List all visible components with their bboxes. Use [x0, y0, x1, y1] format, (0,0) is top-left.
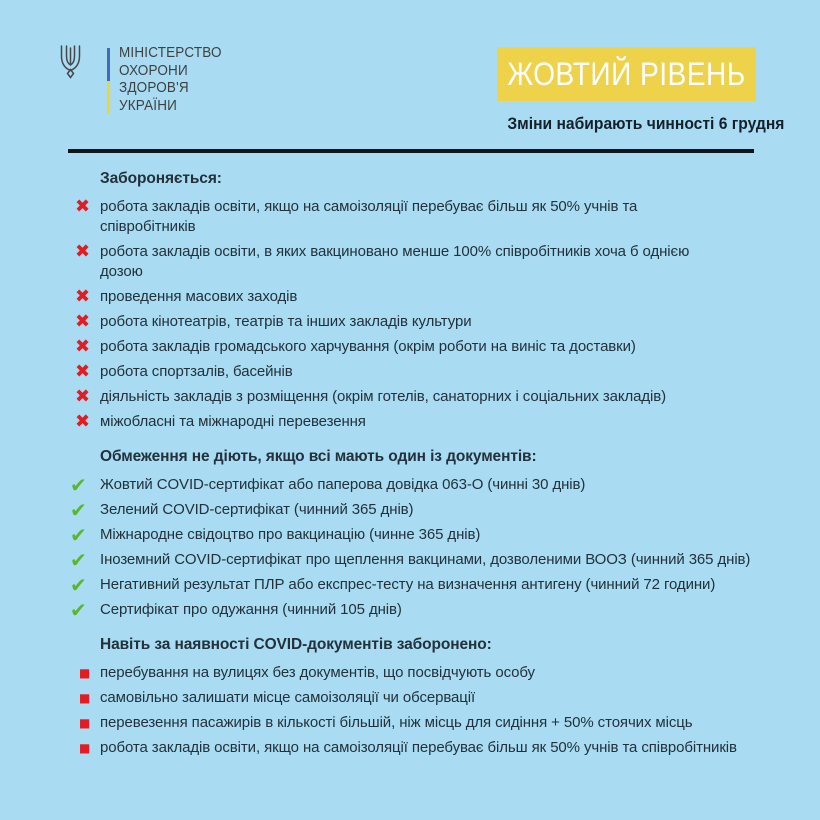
ministry-logo [57, 42, 233, 114]
red-x-icon: ✖ [75, 241, 91, 262]
list-item [66, 287, 784, 307]
ministry-name-line: ОХОРОНИ [119, 61, 188, 79]
red-x-icon: ✖ [75, 361, 91, 382]
level-badge [497, 47, 756, 101]
list-item [66, 688, 784, 708]
list-item [66, 387, 784, 407]
red-x-icon: ✖ [75, 386, 91, 407]
section-exemptions [66, 448, 784, 620]
list-item-text: робота кінотеатрів, театрів та інших закладів культури [100, 313, 472, 330]
effective-date-note: Зміни набирають чинності 6 грудня [507, 114, 785, 133]
ministry-name-line: УКРАЇНИ [119, 96, 178, 114]
list-item-text: перебування на вулицях без документів, що посвідчують особу [100, 664, 535, 681]
list-item-text: робота закладів громадського харчування (окрім роботи на виніс та доставки) [100, 338, 636, 355]
list-item [66, 600, 784, 620]
list-item-text: робота спортзалів, басейнів [100, 363, 293, 380]
section-list [66, 475, 784, 620]
list-item-text: Зелений COVID-сертифікат (чинний 365 днів) [100, 501, 414, 518]
green-check-icon: ✔ [70, 473, 87, 497]
list-item-text: міжобласні та міжнародні перевезення [100, 413, 366, 430]
list-item-text: перевезення пасажирів в кількості більшій, ніж місць для сидіння + 50% стоячих місць [100, 714, 693, 731]
section-prohibited [66, 170, 784, 432]
green-check-icon: ✔ [70, 548, 87, 572]
list-item [66, 242, 784, 282]
list-item [66, 337, 784, 357]
flag-blue-segment [107, 48, 110, 81]
list-item-text: самовільно залишати місце самоізоляції чи обсервації [100, 689, 476, 706]
red-square-icon: ■ [79, 741, 91, 755]
list-item [66, 738, 784, 758]
list-item [66, 362, 784, 382]
ministry-name-line: МІНІСТЕРСТВО [119, 44, 222, 61]
list-item-text: Негативний результат ПЛР або експрес-тесту на визначення антигену (чинний 72 години) [100, 576, 716, 593]
ministry-name [119, 44, 222, 114]
list-item [66, 500, 784, 520]
red-x-icon: ✖ [75, 286, 91, 307]
section-title: Навіть за наявності COVID-документів заборонено: [100, 636, 492, 653]
list-item-text: Іноземний COVID-сертифікат про щеплення вакцинами, дозволеними ВООЗ (чинний 365 днів) [100, 551, 751, 568]
list-item [66, 575, 784, 595]
level-badge-label: ЖОВТИЙ РІВЕНЬ [507, 55, 746, 92]
list-item [66, 663, 784, 683]
list-item-text: робота закладів освіти, якщо на самоізоляції перебуває більш як 50% учнів та співробітників [100, 198, 638, 235]
section-always_prohibited [66, 636, 784, 758]
ministry-name-line: ЗДОРОВ'Я [119, 79, 189, 96]
flag-divider [107, 48, 110, 114]
green-check-icon: ✔ [70, 523, 87, 547]
list-item-text: Жовтий COVID-сертифікат або паперова довідка 063-О (чинні 30 днів) [100, 476, 586, 493]
list-item [66, 475, 784, 495]
red-x-icon: ✖ [75, 311, 91, 332]
list-item [66, 412, 784, 432]
green-check-icon: ✔ [70, 573, 87, 597]
list-item-text: проведення масових заходів [100, 288, 298, 305]
list-item-text: робота закладів освіти, якщо на самоізоляції перебуває більш як 50% учнів та співробітників [100, 739, 737, 756]
section-list [66, 663, 784, 758]
list-item [66, 550, 784, 570]
section-title: Забороняється: [100, 170, 222, 187]
section-title: Обмеження не діють, якщо всі мають один із документів: [100, 448, 537, 465]
red-square-icon: ■ [79, 666, 91, 680]
red-square-icon: ■ [79, 716, 91, 730]
divider-rule [68, 149, 754, 153]
list-item [66, 312, 784, 332]
list-item-text: діяльність закладів з розміщення (окрім готелів, санаторних і соціальних закладів) [100, 388, 667, 405]
red-square-icon: ■ [79, 691, 91, 705]
green-check-icon: ✔ [70, 498, 87, 522]
list-item [66, 525, 784, 545]
green-check-icon: ✔ [70, 598, 87, 622]
red-x-icon: ✖ [75, 411, 91, 432]
list-item [66, 713, 784, 733]
red-x-icon: ✖ [75, 196, 91, 217]
list-item-text: Сертифікат про одужання (чинний 105 днів) [100, 601, 402, 618]
trident-icon [57, 45, 84, 79]
red-x-icon: ✖ [75, 336, 91, 357]
list-item-text: Міжнародне свідоцтво про вакцинацію (чинне 365 днів) [100, 526, 481, 543]
flag-yellow-segment [107, 81, 110, 114]
list-item-text: робота закладів освіти, в яких вакциновано менше 100% співробітників хоча б однією дозою [100, 243, 690, 280]
sections-container [66, 170, 784, 763]
section-list [66, 197, 784, 432]
list-item [66, 197, 784, 237]
